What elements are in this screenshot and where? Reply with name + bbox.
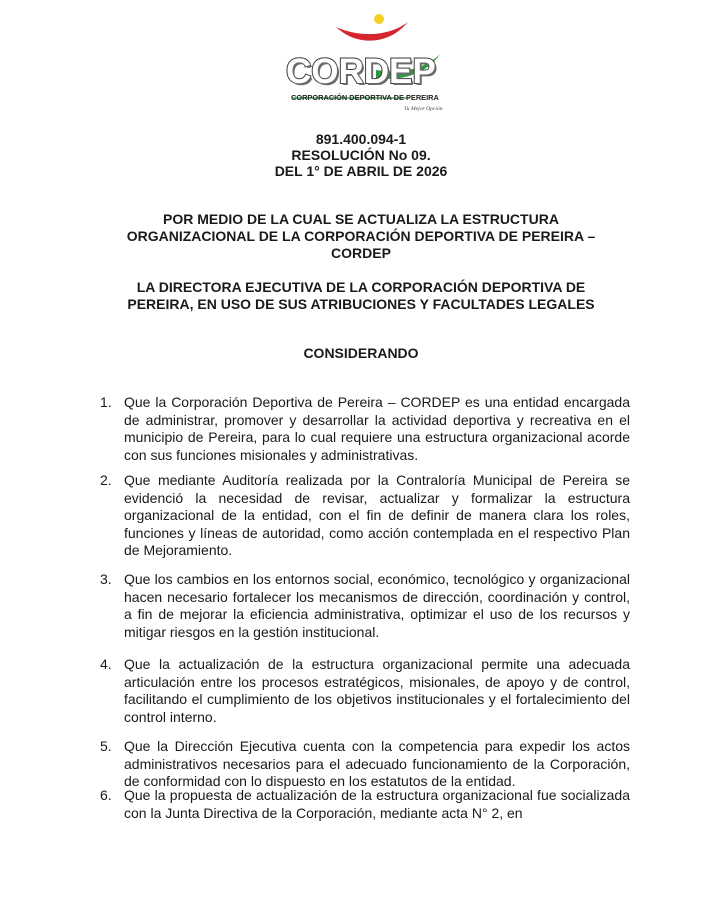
title-line-3: CORDEP [331, 245, 391, 261]
resolution-number: RESOLUCIÓN No 09. [291, 147, 431, 163]
item-number: 4. [100, 656, 112, 672]
item-text: Que la Dirección Ejecutiva cuenta con la competencia para expedir los actos administrativos necesarios para el adecuado funcionamiento de la Corporación, de conformidad con lo dispuesto en los estatutos de la entidad. [124, 738, 630, 789]
list-item [100, 571, 630, 641]
issuer-line-2: PEREIRA, EN USO DE SUS ATRIBUCIONES Y FACULTADES LEGALES [127, 296, 595, 312]
cordep-logo [282, 8, 452, 120]
list-item [100, 656, 630, 726]
logo-red-swoosh [336, 22, 408, 41]
item-number: 3. [100, 571, 112, 587]
item-text: Que la propuesta de actualización de la estructura organizacional fue socializada con la Junta Directiva de la Corporación, mediante acta N° 2, en [124, 787, 630, 821]
considerando-heading: CONSIDERANDO [303, 345, 419, 361]
logo-subtitle: CORPORACIÓN DEPORTIVA DE PEREIRA [291, 93, 439, 102]
logo-sun [374, 14, 384, 24]
logo-wordmark: CORDEP [286, 52, 436, 91]
issuer-line-1: LA DIRECTORA EJECUTIVA DE LA CORPORACIÓN DEPORTIVA DE [136, 279, 586, 295]
item-text: Que los cambios en los entornos social, económico, tecnológico y organizacional hacen necesario fortalecer los mecanismos de dirección, coordinación y control, a fin de mejorar la eficiencia administrativa, optimizar el uso de los recursos y mitigar riesgos en la gestión institucional. [124, 571, 630, 640]
resolution-date: DEL 1° DE ABRIL DE 2026 [274, 163, 448, 179]
item-number: 2. [100, 472, 112, 488]
logo-slogan: Tu Mejor Opción [404, 106, 443, 112]
list-item [100, 394, 630, 464]
title-line-2: ORGANIZACIONAL DE LA CORPORACIÓN DEPORTIVA DE PEREIRA – [126, 228, 596, 244]
item-number: 1. [100, 394, 112, 410]
title-line-1: POR MEDIO DE LA CUAL SE ACTUALIZA LA ESTRUCTURA [163, 211, 559, 227]
item-text: Que la actualización de la estructura organizacional permite una adecuada articulación entre los procesos estratégicos, misionales, de apoyo y de control, facilitando el cumplimiento de los objetivos institucionales y el fortalecimiento del control interno. [124, 656, 630, 725]
item-number: 6. [100, 787, 112, 803]
list-item [100, 738, 630, 791]
list-item [100, 472, 630, 560]
item-text: Que la Corporación Deportiva de Pereira – CORDEP es una entidad encargada de administrar, promover y desarrollar la actividad deportiva y recreativa en el municipio de Pereira, para lo cual requiere una estructura organizacional acorde con sus funciones misionales y administrativas. [124, 394, 630, 463]
list-item [100, 787, 630, 822]
nit-number: 891.400.094-1 [315, 131, 407, 147]
item-text: Que mediante Auditoría realizada por la Contraloría Municipal de Pereira se evidenció la necesidad de revisar, actualizar y formalizar la estructura organizacional de la entidad, con el fin de definir de manera clara los roles, funciones y líneas de autoridad, como acción contemplada en el respectivo Plan de Mejoramiento. [124, 472, 630, 558]
item-number: 5. [100, 738, 112, 754]
